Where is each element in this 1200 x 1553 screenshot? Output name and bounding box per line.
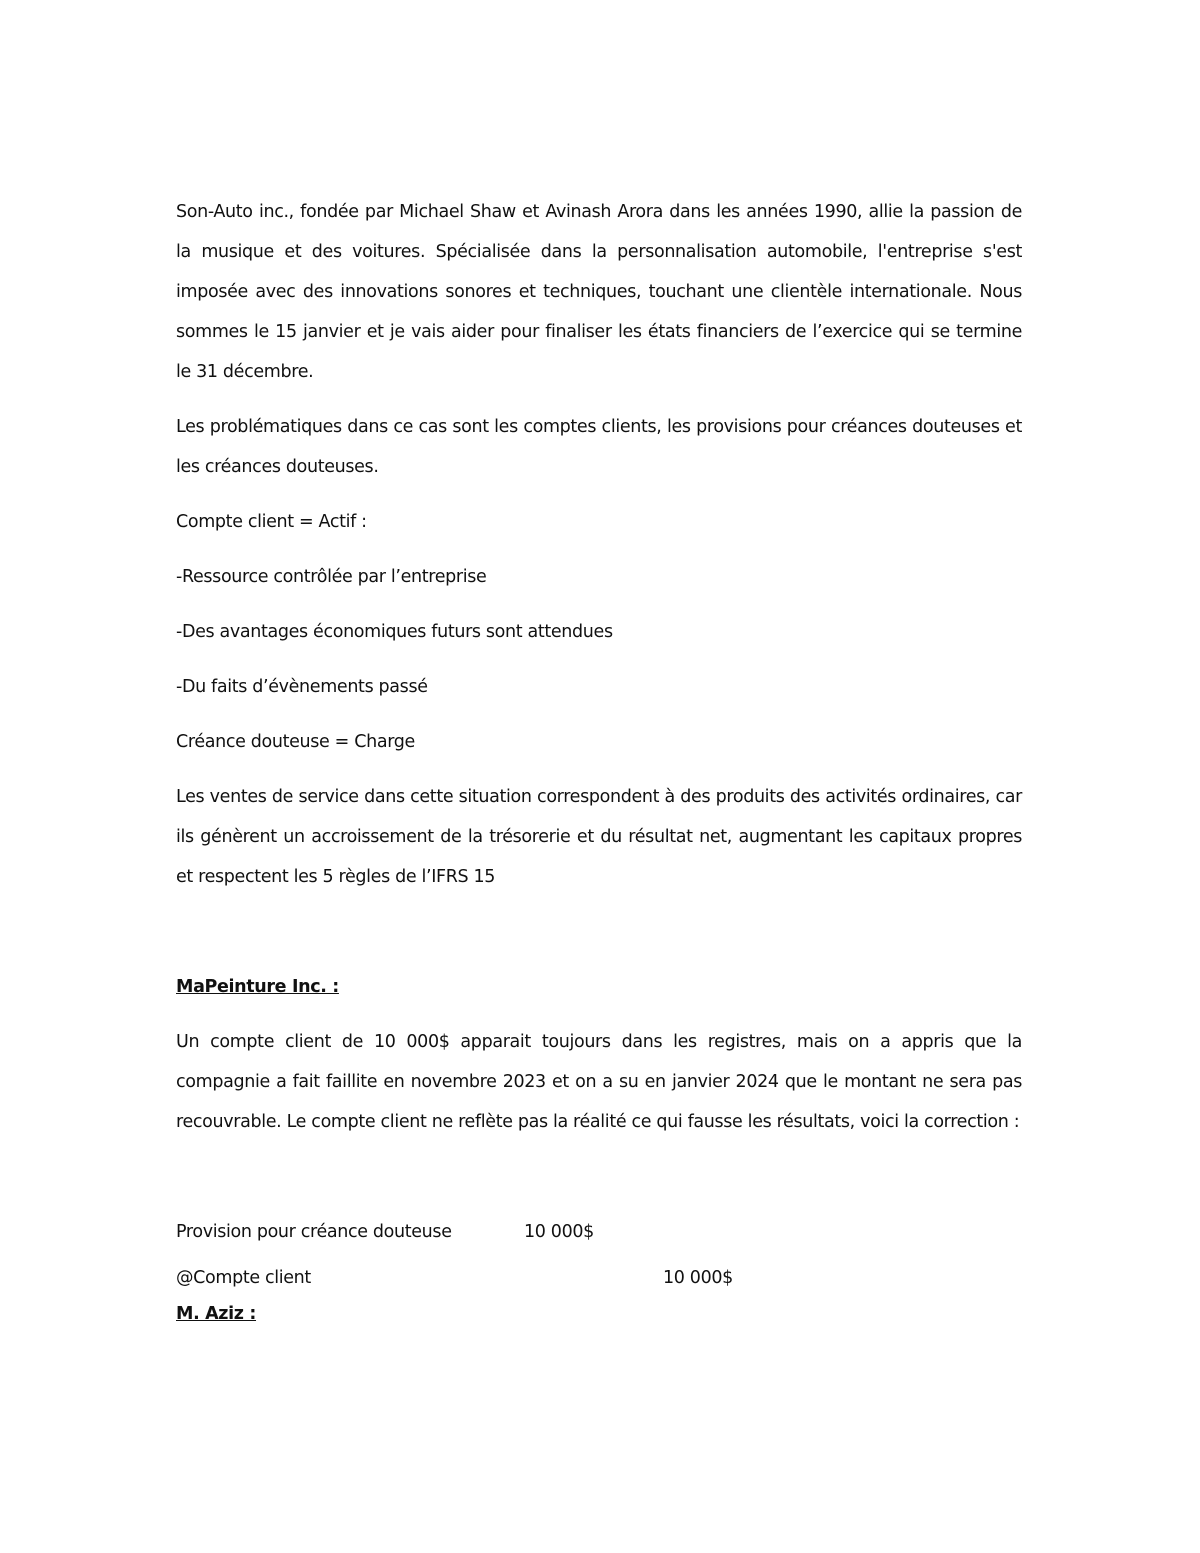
issues-paragraph: Les problématiques dans ce cas sont les comptes clients, les provisions pour créances douteuses et les créances douteuses. xyxy=(176,417,1022,477)
compte-client-definition: Compte client = Actif : xyxy=(176,512,367,532)
blank-line xyxy=(176,912,1022,967)
criteria-item: -Des avantages économiques futurs sont attendues xyxy=(176,622,613,642)
blank-line xyxy=(176,1157,1022,1212)
journal-entry-debit xyxy=(176,1212,1022,1252)
credit-account: @Compte client xyxy=(176,1268,311,1288)
mapeinture-paragraph: Un compte client de 10 000$ apparait toujours dans les registres, mais on a appris que la compagnie a fait faillite en novembre 2023 et on a su en janvier 2024 que le montant ne sera pas recouvrable. Le compte client ne reflète pas la réalité ce qui fausse les résultats, voici la correction : xyxy=(176,1032,1022,1132)
criteria-item: -Du faits d’évènements passé xyxy=(176,677,428,697)
criteria-item: -Ressource contrôlée par l’entreprise xyxy=(176,567,487,587)
section-title-mapeinture: MaPeinture Inc. : xyxy=(176,977,339,997)
intro-paragraph: Son-Auto inc., fondée par Michael Shaw et Avinash Arora dans les années 1990, allie la passion de la musique et des voitures. Spécialisée dans la personnalisation automobile, l'entreprise s'est imposée avec des innovations sonores et techniques, touchant une clientèle internationale. Nous sommes le 15 janvier et je vais aider pour finaliser les états financiers de l’exercice qui se termine le 31 décembre. xyxy=(176,202,1022,382)
section-title-aziz: M. Aziz : xyxy=(176,1304,257,1324)
debit-account: Provision pour créance douteuse xyxy=(176,1222,452,1242)
document-page xyxy=(176,192,1022,1349)
debit-amount: 10 000$ xyxy=(524,1222,594,1242)
revenue-paragraph: Les ventes de service dans cette situation correspondent à des produits des activités ordinaires, car ils génèrent un accroissement de la trésorerie et du résultat net, augmentant les capitaux propres et respectent les 5 règles de l’IFRS 15 xyxy=(176,787,1022,887)
creance-definition: Créance douteuse = Charge xyxy=(176,732,415,752)
journal-entry-credit xyxy=(176,1258,1022,1298)
credit-amount: 10 000$ xyxy=(663,1268,733,1288)
